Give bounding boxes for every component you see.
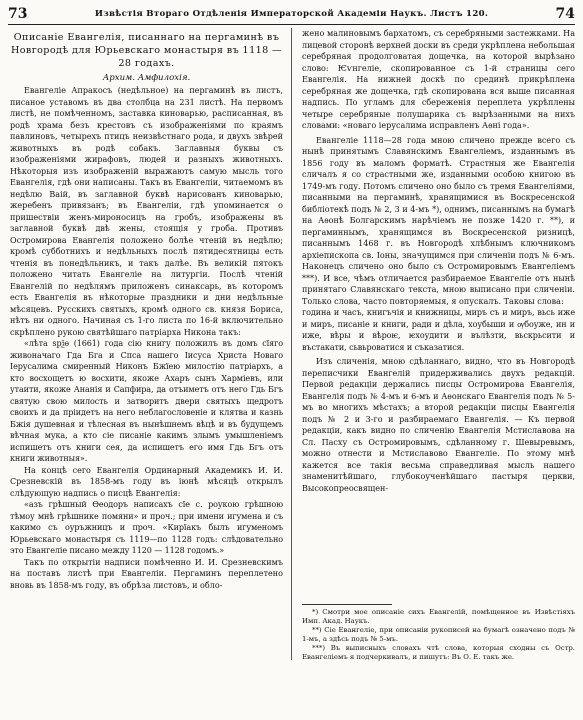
- slavonic-inscription: «лѣта ѕрѯѳ (1661) года сію книгу положилъ въ домъ сїяго живоначаго Гда Бга и Спса нашего Іисуса Христа Новаго Іерусалима смиренный Никонъ Бжїею милостію патріархъ, а кто восхощетъ ю восхити, якоже Ахаръ сынъ Харміевъ, или утаити, якоже Ананія и Сапфира, да отъиметъ отъ него Гдь Бгъ святую свою милость и затворитъ двери святыхъ щедротъ своихъ и да пріидетъ на него неблагословеніе и клятва и казнь Бжія душевная и тѣлесная въ нынѣшнемъ вѣцѣ и въ будущемъ вѣчная мука, а кто сіе писаніе какимъ злымъ умышленіемъ испишетъ отъ книги сея, да испишетъ его имя Гдь Бгъ отъ книги животныя».: [10, 339, 283, 463]
- paragraph: жено малиновымъ бархатомъ, съ серебряными застежками. На лицевой сторонѣ верхней доски въ среди укрѣплена небольшая серебряная продолговатая дощечка, на которой вырѣзано слово: Ѥѵнгеліе, скопированное съ 1-й страницы сего Евангелія. На нижней доскѣ по срединѣ прикрѣплена серебряная же дощечка, гдѣ скопирована вся выше писанная надпись. По угламъ для сбереженія переплета укрѣплены четыре серебряные полушарика съ вырѣзанными на нихъ словами: «новаго іерусалима исправленъ Аѳні года».: [302, 29, 575, 130]
- column-divider: [291, 28, 292, 660]
- page-number-right: 74: [555, 6, 575, 22]
- paragraph: Такъ по открытіи надписи помѣченно И. И. Срезневскимъ на поставъ листѣ при Евангеліи. Пергаминъ переплетено вновь въ 1858-мъ году, въ обрѣза листовъ, и обло-: [10, 557, 283, 590]
- footnote: **) Сіе Евангеліе, при описаніи рукописей на бумагѣ означено подъ № 1-мъ, а здѣсь подъ № 5-мъ.: [302, 626, 575, 644]
- paragraph: Евангеліе 1118—28 года мною сличено прежде всего съ нынѣ принятымъ Славянскимъ Евангеліемъ, изданнымъ въ 1856 году въ маломъ форматѣ. Страстныя же Евангелія сличалъ я со страстными же, изданными особою книгою въ 1749-мъ году. Потомъ сличено оно было съ тремя Евангеліями, писанными на пергаминѣ, хранящимися въ Воскресенской библіотекѣ подъ № 2, 3 и 4-мъ *), однимъ, писаннымъ на бумагѣ на Аѳонѣ Болгарскимъ нарѣчіемъ не позже 1420 г. **), и пергаминнымъ, хранящимся въ Воскресенской ризницѣ, писаннымъ 1468 г. въ Новгородѣ хлѣбнымъ ключникомъ архіепископа св. Іоны, значущимся при сличеніи подъ № 6-мъ. Наконецъ сличено оно было съ Остромировымъ Евангеліемъ ***). И все, чѣмъ отличается разбираемое Евангеліе отъ нынѣ принятаго Славянскаго текста, мною выписано при сличеніи. Только слова, часто повторяемыя, я опускалъ. Таковы слова:: [302, 135, 575, 306]
- running-title: Извѣстія Втораго Отдѣленія Императорской Академіи Наукъ. Листъ 120.: [94, 9, 489, 19]
- footnote: *) Смотри мое описаніе сихъ Евангелій, помѣщенное въ Извѣстіяхъ Имп. Акад. Наукъ.: [302, 608, 575, 626]
- header-rule: [8, 24, 575, 25]
- footnotes: [302, 608, 575, 663]
- article-title: Описаніе Евангелія, писаннаго на пергаминѣ въ Новгородѣ для Юрьевскаго монастыря въ 1118 — 28 годахъ.: [10, 32, 283, 69]
- slavonic-inscription: «азъ грѣшный Ѳеодоръ написахъ сїе с. роукою грѣшною тѣмоу мнѣ грѣшнике помяни» и проч.; при имени игумена и съ какимо съ оуръжницъ и проч. «Кирїакъ былъ игуменомъ Юрьевскаго монастыря съ 1119—по 1128 годъ: слѣдовательно это Евангеліе писано между 1120 — 1128 годомъ.»: [10, 500, 283, 555]
- page-header: [8, 6, 575, 24]
- paragraph: Изъ сличенія, мною сдѣланнаго, видно, что въ Новгородѣ переписчики Евангелій придерживались двухъ редакцій. Первой редакціи держались писцы Остромирова Евангелія, Евангелія подъ № 4-мъ и 6-мъ и Аѳонскаго Евангелія подъ № 5-мъ во многихъ мѣстахъ; а второй редакціи писцы Евангелія подъ № 2 и 3-го и разбираемаго Евангелія. — Къ первой редакціи, какъ видно по сличенію Евангелія Мстиславова на Сл. Пасху съ Остромировымъ, сдѣланному г. Шевыревымъ, можно отнести и Мстиславово Евангеліе. По этому мнѣ кажется все такія весьма справедливая мысль нашего знаменитѣйшаго, глубокоученѣйшаго пастыря церкви, Высокопреосвящен-: [302, 357, 575, 493]
- right-column: [302, 28, 575, 494]
- left-column: [10, 28, 283, 591]
- paragraph: Евангеліе Апракосъ (недѣльное) на пергаминѣ въ листъ, писаное уставомъ въ два столбца на 231 листѣ. На первомъ листѣ, не помѣченномъ, заставка киноварью, расписанная, въ родѣ храма безъ крестовъ съ изображеніями по краямъ павлиновъ, четырехъ птицъ неизвѣстнаго рода, и двухъ звѣрей животныхъ въ родѣ собакъ. Заглавныя буквы съ изображеніями жирафовъ, людей и разныхъ животныхъ. Нѣкоторыя изъ изображеній выражаютъ самую мысль того Евангелія, гдѣ они написаны. Такъ въ Евангеліи, читаемомъ въ недѣлю Ваій, въ заглавной буквѣ нарисованъ киноварью, жеребенъ привязанъ; въ Евангеліи, гдѣ упоминается о пришествіи женъ-мироносицъ на гробъ, изображены въ заглавной буквѣ двѣ жены, стоящія у гроба. Противъ Остромирова Евангелія положено болѣе чтеній въ недѣлю; кромѣ субботнихъ и недѣльныхъ послѣ пятидесятницы есть чтенія въ понедѣльникъ, и такъ далѣе. Въ великій пятокъ положено читать Евангеліе на литургіи. Послѣ чтеній Евангелій по недѣлямъ приложенъ синаксарь, въ которомъ есть Евангелія въ нѣкоторые праздники и дни недѣльные мѣсяцевъ. Русскихъ святыхъ, кромѣ одного св. князя Бориса, нѣтъ ни одного. Начиная съ 1-го листа по 16-й включительно скрѣплено рукою святѣйшаго патріарха Никона такъ:: [10, 86, 283, 337]
- paragraph: На концѣ сего Евангелія Ординарный Академикъ И. И. Срезневскій въ 1858-мъ году въ іюнѣ мѣсяцѣ открылъ слѣдующую надпись о писцѣ Евангелія:: [10, 465, 283, 498]
- footnote: ***) Въ выписныхъ словахъ чтѣ слова, которыя сходны съ Остр. Евангеліемъ я подчеркивалъ, и пишутъ: Въ О. Е. такъ же.: [302, 644, 575, 662]
- slavonic-word-list: година и часъ, книгъчія и книжницы, миръ съ и миръ, вьсь иже и миръ, писаніе и книги, ради и дѣла, хоубыши и ѹбоуже, ин и иже, вѣры и вѣроѥ, ѥхоудити и вълѣзти, вьскрьсити и въстакати, сьвьроватися и съказатися.: [302, 308, 575, 352]
- footnote-rule: [302, 604, 392, 605]
- article-author: Архим. Амфилохія.: [102, 73, 191, 83]
- page-number-left: 73: [8, 6, 28, 22]
